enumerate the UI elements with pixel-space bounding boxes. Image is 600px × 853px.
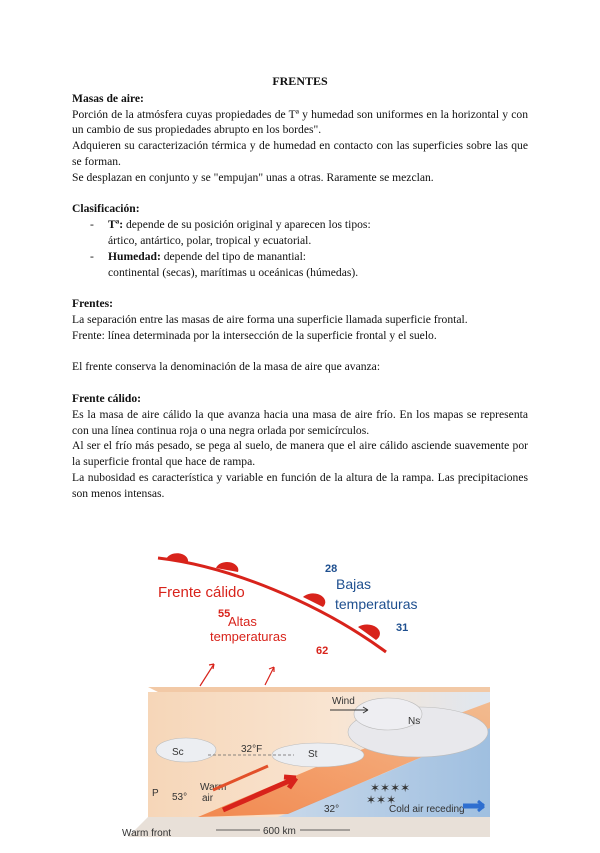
warm-front-illustration (118, 552, 490, 848)
ground (128, 817, 490, 837)
list-item-humedad: - Humedad: depende del tipo de manantial: continental (secas), marítimas u oceánicas (húmedas). (72, 249, 528, 281)
frentes-paragraph-3: El frente conserva la denominación de la masa de aire que avanza: (72, 360, 381, 374)
label-temp-32: 32° (324, 804, 340, 815)
map-label-frente: Frente cálido (158, 584, 245, 601)
label-temp-53: 53° (172, 792, 188, 803)
bullet-text: depende de su posición original y aparecen los tipos: (123, 218, 371, 232)
label-wind: Wind (332, 696, 355, 707)
label-ns: Ns (408, 716, 421, 727)
bullet-text: depende del tipo de manantial: (160, 249, 307, 263)
map-num-55: 55 (218, 608, 231, 620)
masas-paragraph-3: Se desplazan en conjunto y se "empujan" unas a otras. Raramente se mezclan. (72, 170, 434, 184)
cross-section-top (148, 687, 490, 692)
list-item-temperatura: - Tª: depende de su posición original y aparecen los tipos: ártico, antártico, polar, tropical y ecuatorial. (72, 217, 528, 249)
heading-frente-calido: Frente cálido: (72, 391, 142, 405)
calido-paragraph-1: Es la masa de aire cálido la que avanza hacia una masa de aire frío. En los mapas se representa con una línea continua roja o una negra orlada por semicírculos. (72, 407, 528, 437)
cloud-sc (156, 738, 216, 762)
warm-front-figure (118, 552, 490, 848)
arrow-icon (200, 664, 214, 686)
label-distance: 600 km (263, 826, 296, 837)
map-num-28: 28 (325, 563, 338, 575)
map-num-62: 62 (316, 645, 329, 657)
map-label-altas: Altas (228, 614, 257, 629)
map-label-temp-altas: temperaturas (210, 629, 287, 644)
masas-paragraph-2: Adquieren su caracterización térmica y de humedad en contacto con las superficies sobre las que se forman. (72, 139, 528, 168)
front-semicircle (358, 624, 380, 640)
label-st: St (308, 749, 318, 760)
label-temp-upper: 32°F (241, 744, 263, 755)
frentes-paragraph-2: Frente: línea determinada por la intersección de la superficie frontal y el suelo. (72, 328, 437, 342)
map-label-temp-bajas: temperaturas (335, 596, 418, 612)
heading-masas: Masas de aire: (72, 91, 144, 105)
label-sc: Sc (172, 747, 184, 758)
label-cold-air: Cold air receding (389, 804, 465, 815)
calido-paragraph-2: Al ser el frío más pesado, se pega al suelo, de manera que el aire cálido asciende suavemente por la superficie frontal que hace de rampa. (72, 439, 528, 469)
map-num-31: 31 (396, 622, 409, 634)
document-body (72, 74, 528, 502)
snowflake-icon: ✶✶✶✶ (370, 781, 411, 795)
heading-clasificacion: Clasificación: (72, 202, 140, 216)
arrow-icon (265, 667, 274, 685)
snowflake-icon: ✶✶✶ (366, 793, 397, 807)
masas-paragraph-1: Porción de la atmósfera cuyas propiedades de Tª y humedad son uniformes en la horizontal y con un cambio de sus propiedades abrupto en los bordes". (72, 107, 528, 137)
label-p: P (152, 788, 159, 799)
bullet-bold-label: Humedad: (108, 249, 161, 263)
frentes-paragraph-1: La separación entre las masas de aire forma una superficie llamada superficie frontal. (72, 312, 468, 326)
calido-paragraph-3: La nubosidad es característica y variable en función de la altura de la rampa. Las precipitaciones son menos intensas. (72, 470, 528, 500)
label-warm-front: Warm front (122, 828, 172, 839)
heading-frentes: Frentes: (72, 297, 113, 311)
map-label-bajas: Bajas (336, 576, 372, 592)
bullet-text-line2: ártico, antártico, polar, tropical y ecuatorial. (108, 233, 312, 247)
label-warm: Warm (200, 782, 227, 793)
page-title: FRENTES (272, 74, 328, 88)
label-air: air (202, 793, 214, 804)
bullet-bold-label: Tª: (108, 218, 124, 232)
bullet-text-line2: continental (secas), marítimas u oceánicas (húmedas). (108, 265, 359, 279)
